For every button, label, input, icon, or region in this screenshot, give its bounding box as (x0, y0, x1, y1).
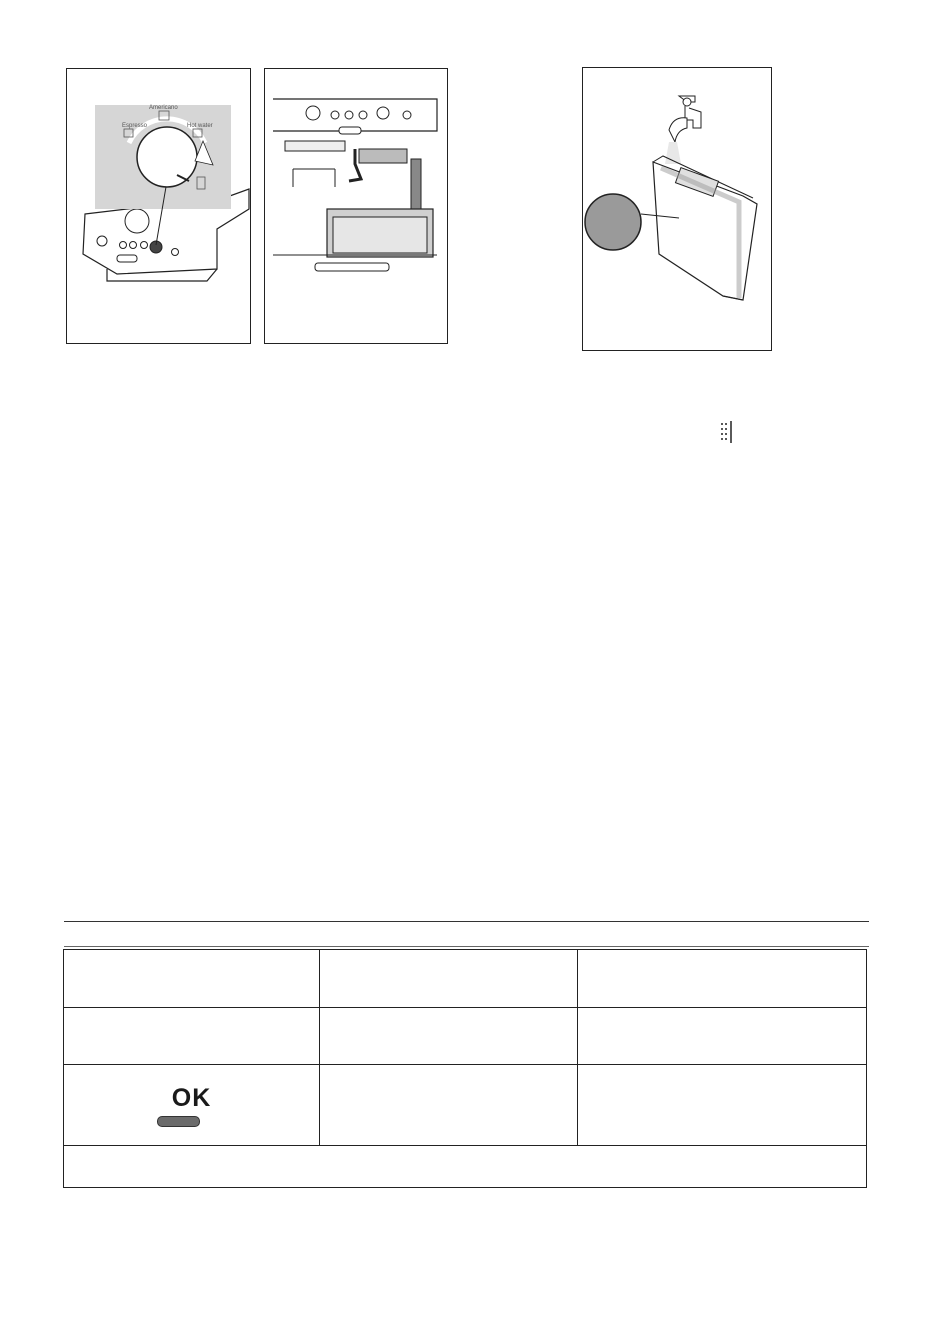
table-row-footer (64, 1145, 866, 1187)
dial-label-hot-water: Hot water (187, 123, 213, 129)
tap-icon (583, 68, 773, 352)
coffee-dial-icon (67, 69, 252, 345)
table-cell (578, 1007, 866, 1064)
table-cell (320, 1064, 578, 1145)
table-cell (578, 1064, 866, 1145)
ok-button-icon (157, 1116, 200, 1127)
table-cell (64, 1007, 320, 1064)
table-cell (64, 950, 320, 1007)
table-row (64, 1064, 866, 1146)
figure-selector-dial (66, 68, 251, 344)
drip-tray-icon (265, 69, 449, 345)
figure-drip-tray (264, 68, 448, 344)
section-divider (64, 921, 869, 922)
table-cell (578, 950, 866, 1007)
section-divider-thin (64, 946, 869, 947)
figure-water-tank (582, 67, 772, 351)
table-cell (320, 1007, 578, 1064)
table-row (64, 1007, 866, 1065)
table-cell-footer (64, 1145, 866, 1187)
table-cell-ok (64, 1064, 320, 1145)
troubleshooting-table (63, 949, 867, 1188)
dial-label-americano: Americano (149, 105, 178, 111)
table-row (64, 950, 866, 1008)
descale-icon (718, 420, 734, 444)
dial-label-espresso: Espresso (122, 123, 148, 129)
ok-button-label: OK (171, 1084, 212, 1112)
table-cell (320, 950, 578, 1007)
